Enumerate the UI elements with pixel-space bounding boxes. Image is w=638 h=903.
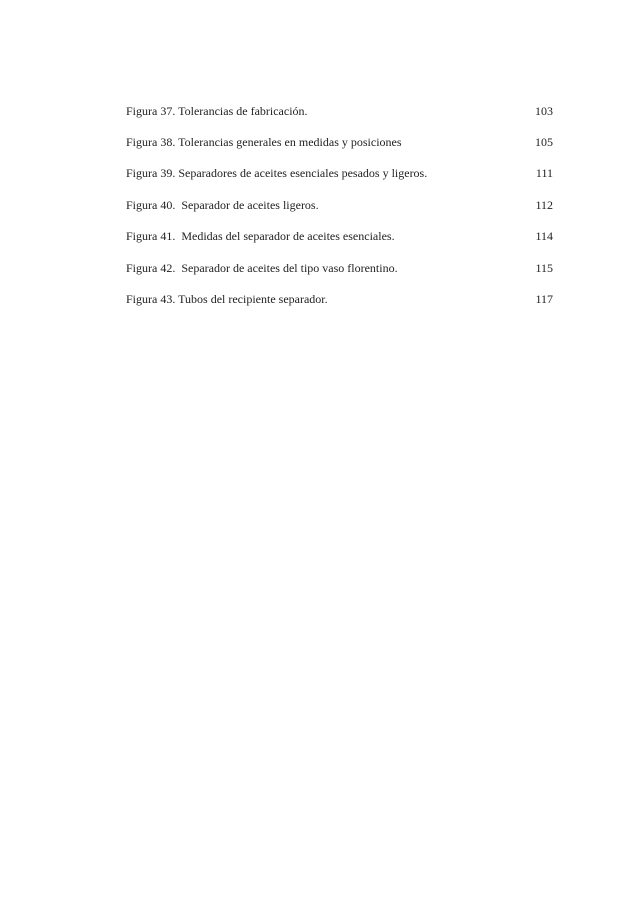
figure-list-entry [126, 283, 553, 314]
figure-list-entry [126, 158, 553, 189]
page-number: 105 [535, 135, 553, 150]
figure-caption: Figura 42. Separador de aceites del tipo vaso florentino. [126, 260, 398, 275]
figure-list-entry [126, 221, 553, 252]
page-number: 117 [535, 292, 553, 307]
figure-caption: Figura 38. Tolerancias generales en medidas y posiciones [126, 135, 402, 150]
figure-caption: Figura 39. Separadores de aceites esenciales pesados y ligeros. [126, 166, 428, 181]
page-number: 112 [535, 197, 553, 212]
page-number: 114 [535, 229, 553, 244]
figure-list-entry [126, 252, 553, 283]
figure-list-entry [126, 189, 553, 220]
page-number: 111 [535, 166, 553, 181]
figure-caption: Figura 37. Tolerancias de fabricación. [126, 103, 308, 118]
figure-caption: Figura 40. Separador de aceites ligeros. [126, 197, 319, 212]
figure-caption: Figura 41. Medidas del separador de aceites esenciales. [126, 229, 395, 244]
figure-list-entry [126, 95, 553, 126]
page-number: 115 [535, 260, 553, 275]
page-number: 103 [535, 103, 553, 118]
list-of-figures [126, 95, 553, 315]
figure-list-entry [126, 126, 553, 157]
figure-caption: Figura 43. Tubos del recipiente separador. [126, 292, 328, 307]
